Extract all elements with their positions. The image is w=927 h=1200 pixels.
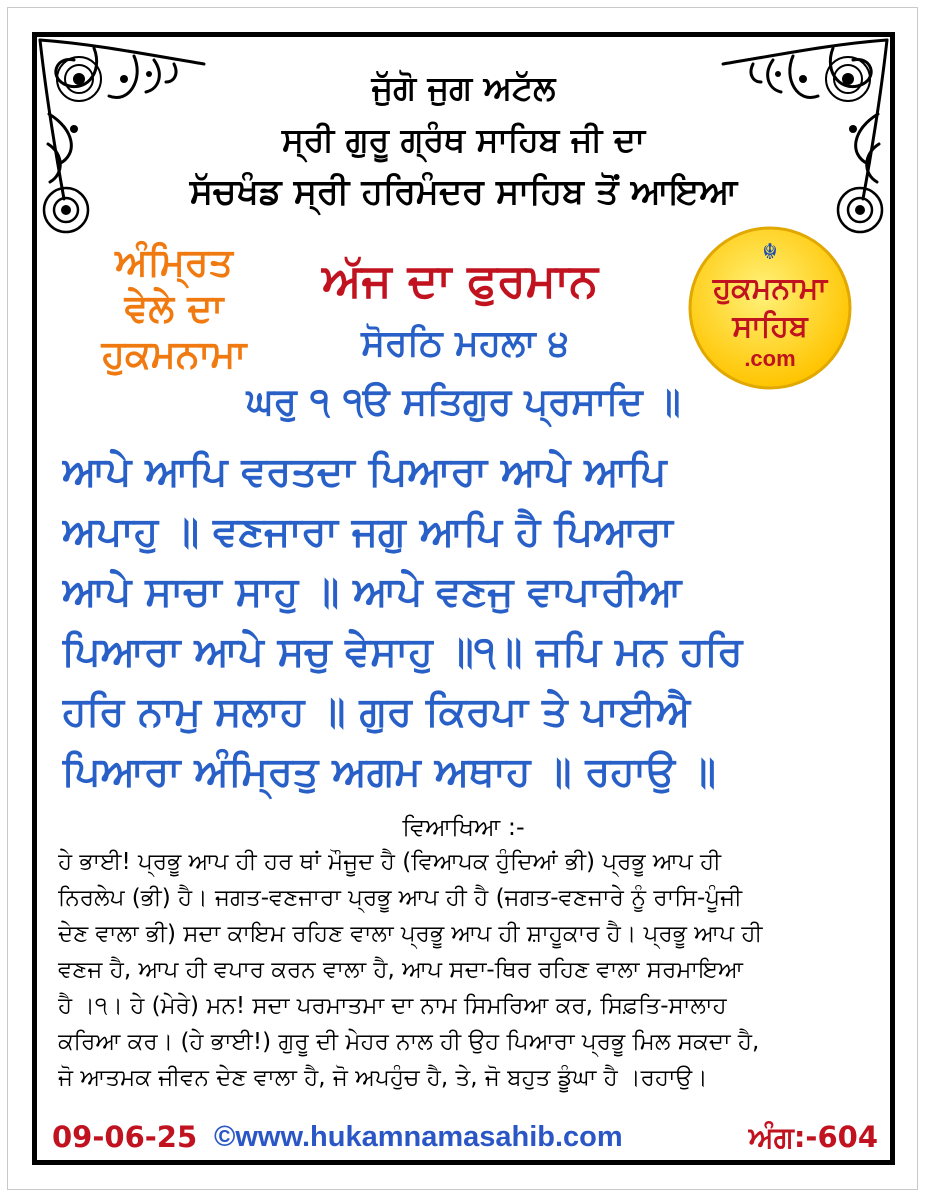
header-line-1: ਜੁੱਗੋ ਜੁਗ ਅਟੱਲ [371,68,556,107]
today-title: ਅੱਜ ਦਾ ਫੁਰਮਾਨ [322,253,598,307]
gurbani-line: ਪਿਆਰਾ ਅੰਮ੍ਰਿਤੁ ਅਗਮ ਅਥਾਹ ॥ ਰਹਾਉ ॥ [62,749,716,795]
vyakhya-line: ਕਰਿਆ ਕਰ। (ਹੇ ਭਾਈ!) ਗੁਰੂ ਦੀ ਮੇਹਰ ਨਾਲ ਹੀ ਉਹ ਪਿਆਰਾ ਪ੍ਰਭੂ ਮਿਲ ਸਕਦਾ ਹੈ, [58,1029,760,1055]
vyakhya-line: ਵਣਜ ਹੈ, ਆਪ ਹੀ ਵਪਾਰ ਕਰਨ ਵਾਲਾ ਹੈ, ਆਪ ਸਦਾ-ਥਿਰ ਰਹਿਣ ਵਾਲਾ ਸਰਮਾਇਆ [58,957,744,983]
hukamnama-sahib-badge [684,222,856,394]
header-line-2: ਸ੍ਰੀ ਗੁਰੂ ਗ੍ਰੰਥ ਸਾਹਿਬ ਜੀ ਦਾ [281,120,646,159]
badge-line-2: ਸਾਹਿਬ [732,309,808,344]
gurbani-line: ਆਪੇ ਆਪਿ ਵਰਤਦਾ ਪਿਆਰਾ ਆਪੇ ਆਪਿ [62,449,667,495]
gurbani-line: ਅਪਾਹੁ ॥ ਵਣਜਾਰਾ ਜਗੁ ਆਪਿ ਹੈ ਪਿਆਰਾ [62,509,673,555]
badge-line-1: ਹੁਕਮਨਾਮਾ [712,271,828,306]
side-label-line-1: ਅੰਮ੍ਰਿਤ [115,240,233,284]
vyakhya-line: ਜੋ ਆਤਮਕ ਜੀਵਨ ਦੇਣ ਵਾਲਾ ਹੈ, ਜੋ ਅਪਹੁੰਚ ਹੈ, ਤੇ, ਜੋ ਬਹੁਤ ਡੂੰਘਾ ਹੈ ।ਰਹਾਉ। [58,1065,708,1091]
gurbani-line: ਪਿਆਰਾ ਆਪੇ ਸਚੁ ਵੇਸਾਹੁ ॥੧॥ ਜਪਿ ਮਨ ਹਰਿ [62,629,743,675]
vyakhya-heading: ਵਿਆਖਿਆ :- [402,813,525,841]
side-label-line-2: ਵੇਲੇ ਦਾ [124,286,224,330]
ghar-line: ਘਰੁ ੧ ੧ੳ ਸਤਿਗੁਰ ਪ੍ਰਸਾਦਿ ॥ [246,380,681,423]
gurbani-line: ਹਰਿ ਨਾਮੁ ਸਲਾਹ ॥ ਗੁਰ ਕਿਰਪਾ ਤੇ ਪਾਈਐ [62,689,691,735]
footer-ang: ਅੰਗ:-604 [748,1120,878,1154]
vyakhya-line: ਹੇ ਭਾਈ! ਪ੍ਰਭੂ ਆਪ ਹੀ ਹਰ ਥਾਂ ਮੌਜੂਦ ਹੈ (ਵਿਆਪਕ ਹੁੰਦਿਆਂ ਭੀ) ਪ੍ਰਭੂ ਆਪ ਹੀ [58,849,722,875]
badge-line-3: .com [744,346,796,371]
header-line-3: ਸੱਚਖੰਡ ਸ੍ਰੀ ਹਰਿਮੰਦਰ ਸਾਹਿਬ ਤੋਂ ਆਇਆ [189,172,738,212]
raag-heading: ਸੋਰਠਿ ਮਹਲਾ ੪ [361,323,569,364]
gurbani-line: ਆਪੇ ਸਾਚਾ ਸਾਹੁ ॥ ਆਪੇ ਵਣਜੁ ਵਾਪਾਰੀਆ [62,569,682,615]
badge-ek-onkar-icon: ☬ [762,240,778,265]
footer-date: 09-06-25 [52,1120,198,1154]
vyakhya-line: ਨਿਰਲੇਪ (ਭੀ) ਹੈ। ਜਗਤ-ਵਣਜਾਰਾ ਪ੍ਰਭੂ ਆਪ ਹੀ ਹੈ (ਜਗਤ-ਵਣਜਾਰੇ ਨੂੰ ਰਾਸਿ-ਪੂੰਜੀ [58,885,743,911]
footer-website-link[interactable]: ©www.hukamnamasahib.com [214,1121,623,1153]
side-label-line-3: ਹੁਕਮਨਾਮਾ [101,332,247,376]
vyakhya-line: ਦੇਣ ਵਾਲਾ ਭੀ) ਸਦਾ ਕਾਇਮ ਰਹਿਣ ਵਾਲਾ ਪ੍ਰਭੂ ਆਪ ਹੀ ਸ਼ਾਹੂਕਾਰ ਹੈ। ਪ੍ਰਭੂ ਆਪ ਹੀ [58,921,763,947]
vyakhya-line: ਹੈ ।੧। ਹੇ (ਮੇਰੇ) ਮਨ! ਸਦਾ ਪਰਮਾਤਮਾ ਦਾ ਨਾਮ ਸਿਮਰਿਆ ਕਰ, ਸਿਫ਼ਤਿ-ਸਾਲਾਹ [58,993,727,1019]
footer [52,1116,878,1158]
